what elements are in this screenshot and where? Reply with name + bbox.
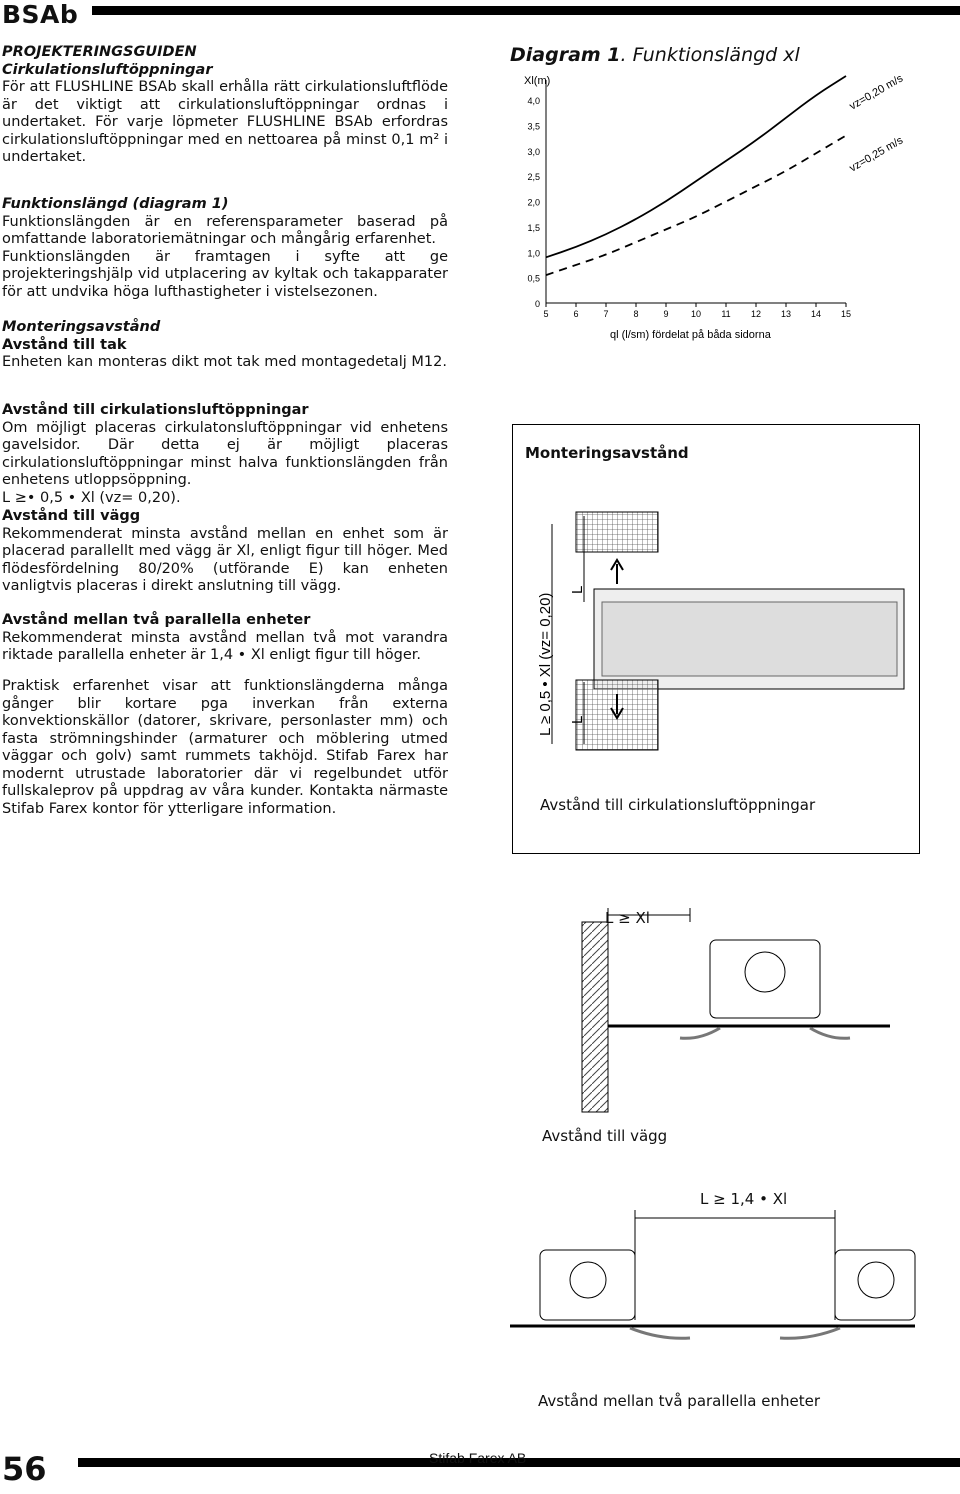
dim-label-upper: L [569, 585, 586, 594]
y-tick-label: 0,5 [527, 273, 540, 284]
wall-airflow-left [680, 1028, 720, 1038]
unit-inner [602, 602, 897, 676]
y-axis-label: Xl(m) [524, 75, 551, 87]
circ-heading: Cirkulationsluftöppningar [2, 61, 213, 78]
caption-circ: Avstånd till cirkulationsluftöppningar [540, 796, 816, 814]
legend-vz-025: vz=0,25 m/s [847, 134, 906, 175]
header-rule [92, 6, 960, 15]
y-tick-label: 1,0 [527, 248, 540, 259]
x-tick-label: 14 [810, 309, 822, 319]
dim-label-main: L ≥ 0,5 • Xl (vz= 0,20) [537, 592, 554, 736]
parallel-block [2, 612, 448, 665]
mount-block [2, 319, 448, 372]
circ-dist-heading: Avstånd till cirkulationsluftöppningar [2, 402, 309, 418]
func-text-1: Funktionslängden är en referensparameter baserad på omfattande laboratoriemätningar och mångårig erfarenhet. [2, 213, 448, 247]
upper-grille [576, 512, 658, 552]
diagram-title-bold: Diagram 1 [510, 44, 621, 66]
wall-heading: Avstånd till vägg [2, 508, 141, 524]
func-heading: Funktionslängd (diagram 1) [2, 196, 229, 212]
func-block [2, 196, 448, 301]
x-tick-label: 10 [690, 309, 702, 319]
x-tick-label: 12 [750, 309, 762, 319]
page-number: 56 [2, 1450, 47, 1488]
circ-text: För att FLUSHLINE BSAb skall erhålla rätt cirkulationsluftflöde är det viktigt att cirkulationsluftöppningar ordnas i undertaket. För varje löpmeter FLUSHLINE BSAb erfordras cirkulationsluftöppningar med en nettoarea på minst 0,1 m² i undertaket. [2, 79, 448, 165]
parallel-unit-right [835, 1250, 915, 1320]
practice-text: Praktisk erfarenhet visar att funktionslängderna många gånger blir kortare pga inverkan från externa konvektionskällor (datorer, skrivare, personlaster mm) och fasta strömningshinder (armaturer och möblering utmed väggar och golv) samt rummets takhöjd. Stifab Farex har modernt utrustade laboratorier där vi regelbundet utför fullskaleprov på uppdrag av våra kunder. Kontakta närmaste Stifab Farex kontor för ytterligare information. [2, 678, 448, 817]
parallel-dim-label: L ≥ 1,4 • Xl [700, 1190, 788, 1208]
legend-vz-020: vz=0,20 m/s [847, 72, 906, 113]
x-tick-label: 15 [840, 309, 852, 319]
x-tick-label: 8 [633, 309, 639, 319]
parallel-airflow-right [780, 1328, 840, 1338]
x-tick-label: 6 [573, 309, 579, 319]
series-vz-025 [546, 136, 846, 276]
x-tick-label: 7 [603, 309, 609, 319]
wall-block [2, 508, 448, 596]
parallel-airflow-left [630, 1328, 690, 1338]
practice-block [2, 678, 448, 818]
ceiling-heading: Avstånd till tak [2, 336, 127, 353]
parallel-figure [500, 1190, 920, 1370]
series-vz-020 [546, 76, 846, 257]
wall-dim-label: L ≥ Xl [605, 909, 650, 927]
y-tick-label: 1,5 [527, 222, 540, 233]
y-tick-label: 3,5 [527, 121, 540, 132]
wall-figure [560, 900, 920, 1120]
circ-dist-block [2, 402, 448, 507]
x-tick-label: 11 [721, 309, 731, 319]
circ-dist-text: Om möjligt placeras cirkulatonsluftöppningar vid enhetens gavelsidor. Där detta ej är möjligt placeras cirkulationsluftöppningar minst halva funktionslängden från enhetens utloppsöppning. [2, 419, 448, 488]
parallel-heading: Avstånd mellan två parallella enheter [2, 612, 311, 628]
footer-company: Stifab Farex AB [429, 1450, 527, 1466]
x-axis-label: ql (l/sm) fördelat på båda sidorna [610, 329, 771, 341]
guide-title: PROJEKTERINGSGUIDEN [2, 44, 197, 60]
mount-box [512, 424, 920, 854]
x-tick-label: 9 [663, 309, 669, 319]
parallel-unit-left [540, 1250, 635, 1320]
caption-parallel: Avstånd mellan två parallella enheter [538, 1392, 820, 1410]
dim-label-lower: L [569, 715, 586, 724]
caption-wall: Avstånd till vägg [542, 1127, 668, 1145]
mount-heading: Monteringsavstånd [2, 319, 161, 335]
page-header-title: BSAb [2, 0, 79, 29]
x-tick-label: 13 [780, 309, 792, 319]
intro-block [2, 44, 448, 167]
diagram-title [510, 44, 800, 66]
mount-box-label: Monteringsavstånd [525, 444, 689, 462]
lower-grille [576, 680, 658, 750]
y-tick-label: 0 [534, 299, 540, 309]
wall-text: Rekommenderat minsta avstånd mellan en enhet som är placerad parallellt med vägg är Xl, enligt figur till höger. Med flödesfördelning 80/20% (utförande E) kan enheten vanligtvis placeras i direkt anslutning till vägg. [2, 525, 448, 594]
circ-dist-formula: L ≥• 0,5 • Xl (vz= 0,20). [2, 489, 181, 506]
diagram-1-chart [500, 70, 920, 350]
wall-hatch [582, 922, 608, 1112]
ceiling-text: Enheten kan monteras dikt mot tak med montagedetalj M12. [2, 354, 447, 370]
diagram-title-rest: . Funktionslängd xl [620, 44, 800, 66]
x-tick-label: 5 [543, 309, 549, 319]
y-tick-label: 4,0 [527, 96, 540, 106]
y-tick-label: 2,5 [527, 172, 540, 183]
arrow-up-left [611, 560, 623, 584]
y-tick-label: 3,0 [527, 146, 540, 157]
func-text-2: Funktionslängden är framtagen i syfte att ge projekteringshjälp vid utplacering av kyltak och takapparater för att undvika höga lufthastigheter i vistelsezonen. [2, 248, 448, 300]
wall-airflow-right [810, 1028, 850, 1038]
y-tick-label: 2,0 [527, 197, 540, 208]
parallel-text: Rekommenderat minsta avstånd mellan två mot varandra riktade parallella enheter är 1,4 • Xl enligt figur till höger. [2, 629, 448, 663]
